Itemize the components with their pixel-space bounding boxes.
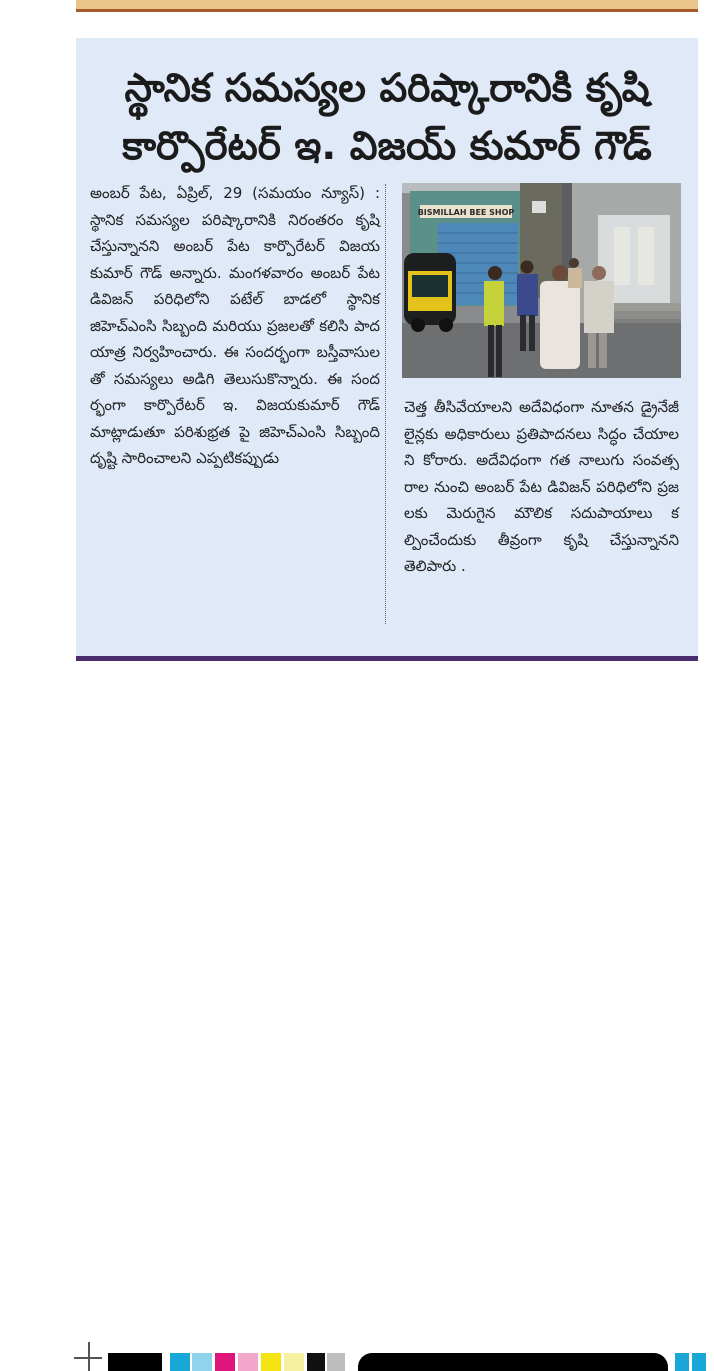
column-divider [385,184,386,624]
headline-line-2: కార్పొరేటర్ ఇ. విజయ్ కుమార్ గౌడ్ [122,124,652,169]
color-swatch [358,1353,668,1371]
color-swatch [284,1353,304,1371]
color-swatch [215,1353,235,1371]
shop-sign-text: BISMILLAH BEE SHOP [417,208,515,217]
article-body-left-column: అంబర్ పేట, ఏప్రిల్, 29 (సమయం న్యూస్) : స్థానిక సమస్యల పరిష్కారానికి నిరంతరం కృషి చేస్తున్నానని అంబర్ పేట కార్పొరేటర్ విజయ కుమార్ గౌడ్ అన్నారు. మంగళవారం అంబర్ పేట డివిజన్ పరిధిలోని పటేల్ బాడలో స్థానిక జిహెచ్ఎంసి సిబ్బంది మరియు ప్రజలతో కలిసి పాదయాత్ర నిర్వహించారు. ఈ సందర్భంగా బస్తీవాసులతో సమస్యలు అడిగి తెలుసుకొన్నారు. ఈ సందర్భంగా కార్పొరేటర్ ఇ. విజయకుమార్ గౌడ్ మాట్లాడుతూ పరిశుభ్రత పై జిహెచ్ఎంసి సిబ్బంది దృష్టి సారించాలని ఎప్పటికప్పుడు [90,184,380,467]
color-swatch [108,1353,162,1371]
color-swatch [261,1353,281,1371]
color-swatch [692,1353,706,1371]
bottom-rule [76,656,698,661]
news-article [76,38,698,656]
print-registration-bar [0,670,714,701]
color-swatch [238,1353,258,1371]
color-swatch [192,1353,212,1371]
headline-line-1: స్థానిక సమస్యల పరిష్కారానికి కృషి [124,66,650,111]
article-body-right-column: చెత్త తీసివేయాలని అదేవిధంగా నూతన డ్రైనేజీ లైన్లకు అధికారులు ప్రతిపాదనలు సిద్ధం చేయాలని కోరారు. అదేవిధంగా గత నాలుగు సంవత్సరాల నుంచి అంబర్ పేట డివిజన్ పరిధిలోని ప్రజలకు మెరుగైన మౌలిక సదుపాయాలు కల్పించేందుకు తీవ్రంగా కృషి చేస్తున్నానని తెలిపారు . [404,398,679,575]
color-swatch [307,1353,325,1371]
color-swatch [170,1353,190,1371]
registration-mark-icon [88,1342,90,1371]
headline [76,60,698,176]
color-swatch [327,1353,345,1371]
page-top-band [76,0,698,12]
news-photo [402,183,681,378]
color-swatch [675,1353,689,1371]
